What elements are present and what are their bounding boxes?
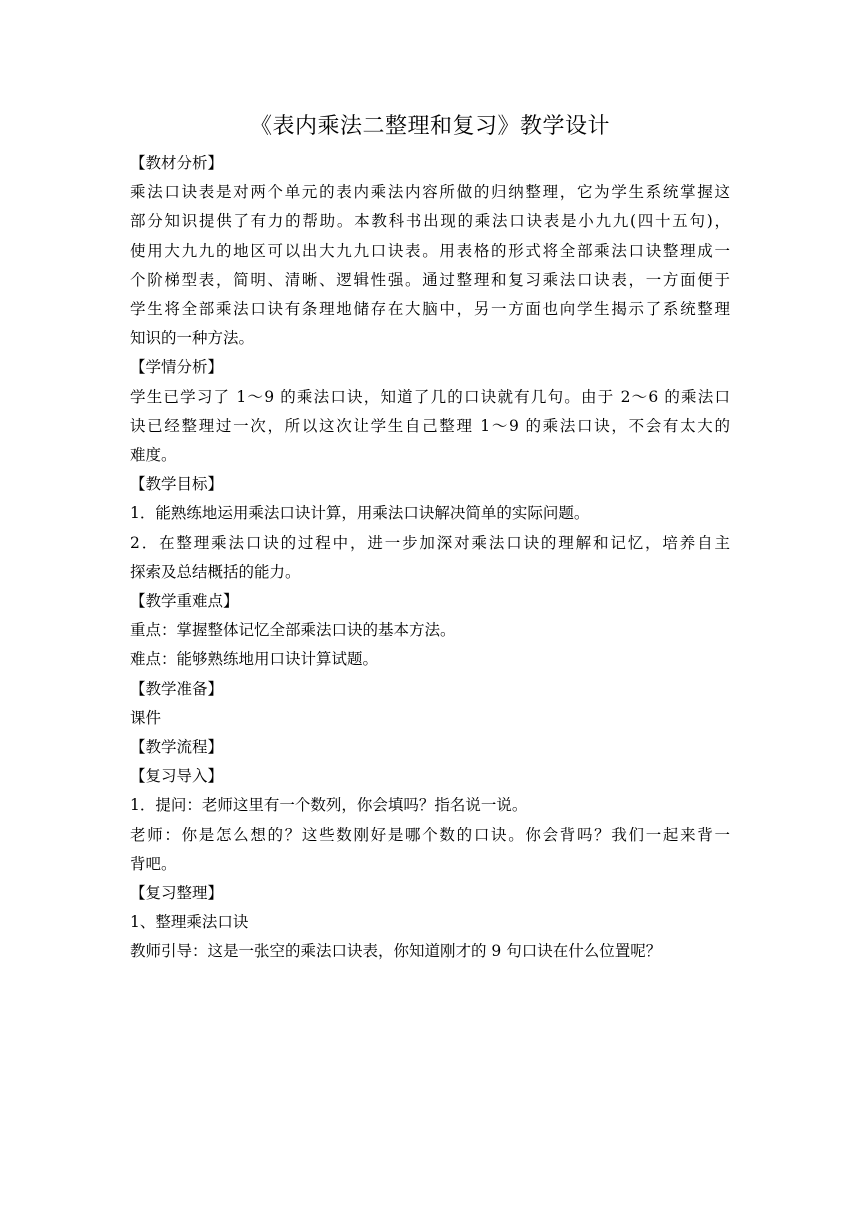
paragraph-line: 背吧。 <box>130 854 177 873</box>
paragraph-line: 探索及总结概括的能力。 <box>130 562 301 581</box>
teaching-prep-text: 课件 <box>130 708 162 727</box>
material-analysis-heading: 【教材分析】 <box>130 154 224 172</box>
paragraph-line: 学生已学习了 1～9 的乘法口诀，知道了几的口诀就有几句。由于 2～6 的乘法口 <box>130 387 730 406</box>
goal-item-1: 1．能熟练地运用乘法口诀计算，用乘法口诀解决简单的实际问题。 <box>130 504 590 523</box>
review-intro-heading: 【复习导入】 <box>130 767 224 786</box>
material-analysis-paragraph <box>130 178 730 353</box>
student-analysis-paragraph <box>130 383 730 471</box>
paragraph-line: 老师：你是怎么想的？这些数刚好是哪个数的口诀。你会背吗？我们一起来背一 <box>130 825 730 844</box>
review-organize-subheading: 1、整理乘法口诀 <box>130 913 249 932</box>
teaching-prep-heading: 【教学准备】 <box>130 679 224 698</box>
paragraph-line: 难度。 <box>130 446 177 465</box>
document-title: 《表内乘法二整理和复习》教学设计 <box>249 114 610 139</box>
paragraph-line: 个阶梯型表，简明、清晰、逻辑性强。通过整理和复习乘法口诀表，一方面便于 <box>130 270 730 289</box>
teaching-goals-heading: 【教学目标】 <box>130 475 224 494</box>
review-organize-heading: 【复习整理】 <box>130 884 224 903</box>
teaching-flow-heading: 【教学流程】 <box>130 738 224 757</box>
document-body <box>130 149 730 967</box>
student-analysis-heading: 【学情分析】 <box>130 358 224 377</box>
paragraph-line: 知识的一种方法。 <box>130 329 255 348</box>
key-point: 重点：掌握整体记忆全部乘法口诀的基本方法。 <box>130 621 456 640</box>
paragraph-line: 乘法口诀表是对两个单元的表内乘法内容所做的归纳整理，它为学生系统掌握这 <box>130 183 730 202</box>
teacher-guide-text: 教师引导：这是一张空的乘法口诀表，你知道刚才的 9 句口诀在什么位置呢？ <box>130 942 662 961</box>
teacher-question-paragraph <box>130 821 730 879</box>
review-intro-item-1: 1．提问：老师这里有一个数列，你会填吗？指名说一说。 <box>130 796 528 815</box>
paragraph-line: 部分知识提供了有力的帮助。本教科书出现的乘法口诀表是小九九(四十五句)， <box>130 212 730 231</box>
paragraph-line: 学生将全部乘法口诀有条理地储存在大脑中，另一方面也向学生揭示了系统整理 <box>130 300 730 319</box>
key-difficult-points-heading: 【教学重难点】 <box>130 592 239 611</box>
difficult-point: 难点：能够熟练地用口诀计算试题。 <box>130 650 379 669</box>
goal-item-2 <box>130 529 730 587</box>
paragraph-line: 2．在整理乘法口诀的过程中，进一步加深对乘法口诀的理解和记忆，培养自主 <box>130 533 730 552</box>
paragraph-line: 诀已经整理过一次，所以这次让学生自己整理 1～9 的乘法口诀，不会有太大的 <box>130 416 730 435</box>
paragraph-line: 使用大九九的地区可以出大九九口诀表。用表格的形式将全部乘法口诀整理成一 <box>130 241 730 260</box>
